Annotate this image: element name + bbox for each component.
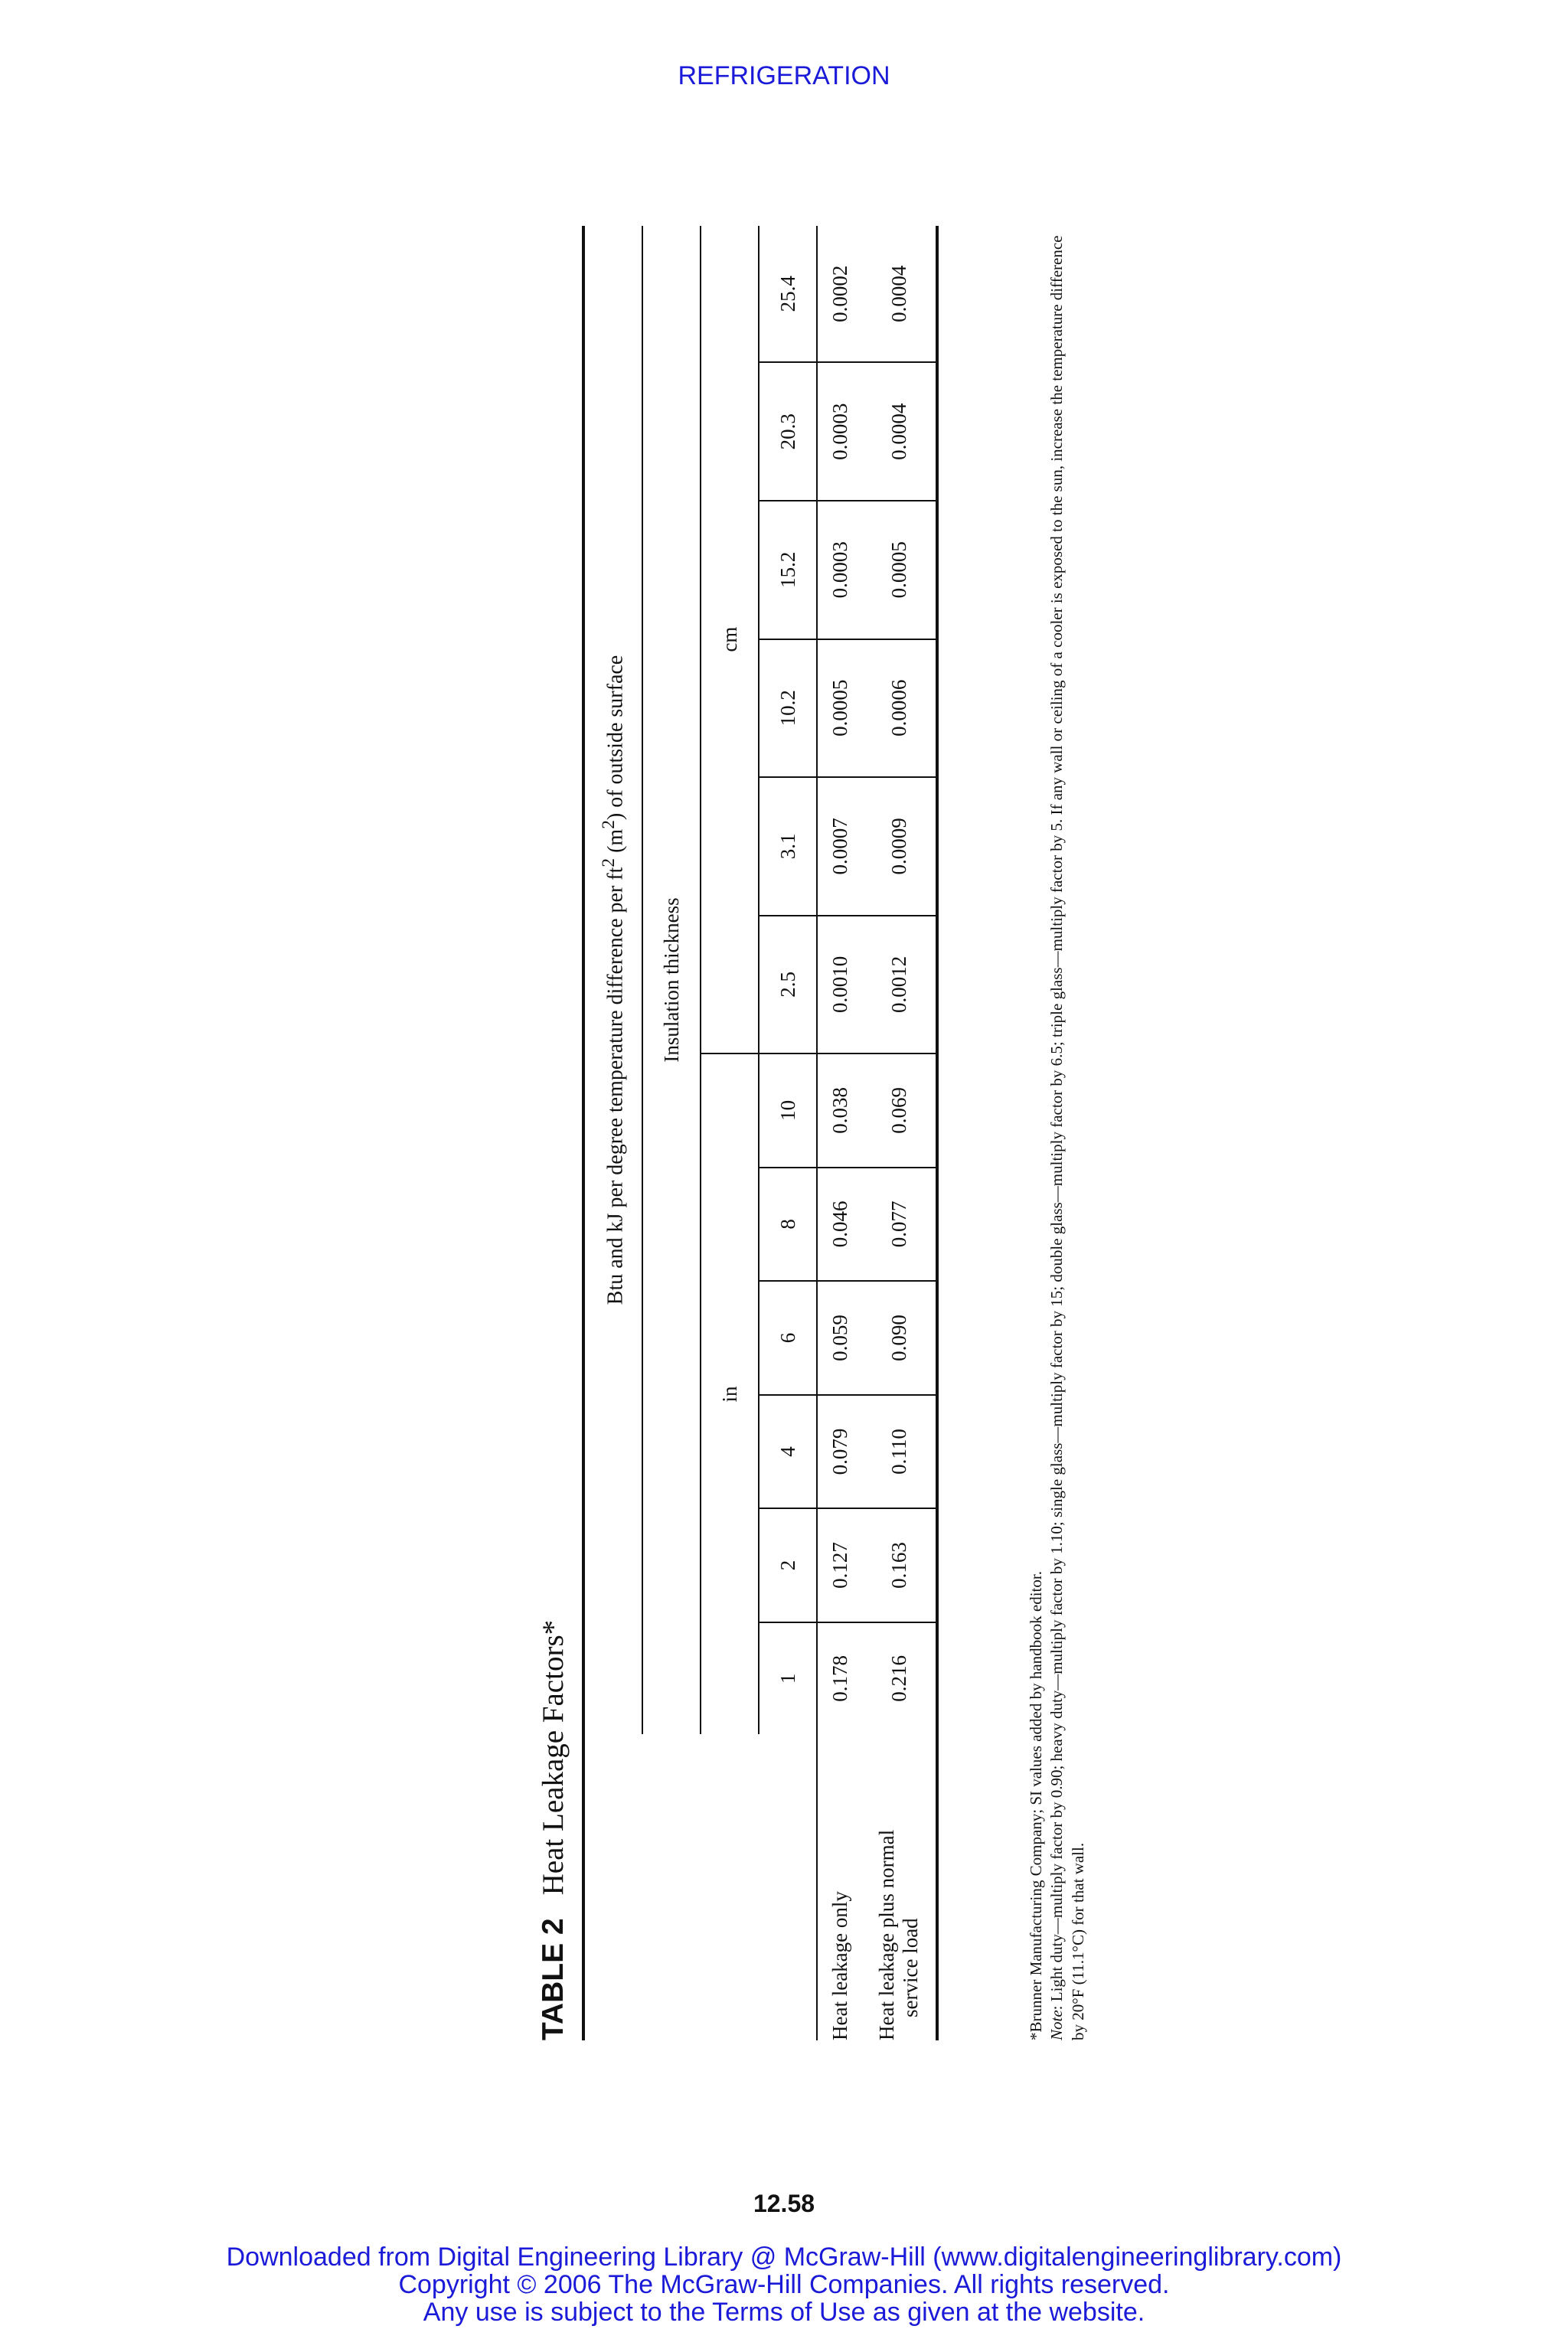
source-footnote: *Brunner Manufacturing Company; SI values added by handbook editor. [1027,1571,1045,2040]
column-header: 25.4 [759,226,817,363]
note-label: Note [1047,2010,1067,2040]
table-cell: 0.0005 [817,639,862,778]
footer-line-terms: Any use is subject to the Terms of Use as given at the website. [423,2298,1145,2327]
rotated-table-block [536,218,1087,2040]
download-footer [0,2243,1568,2326]
table-caption [536,1620,570,2040]
table-cell: 0.077 [862,1168,937,1282]
table-stub-head [583,1734,817,2040]
spanner-insulation-thickness: Insulation thickness [642,226,701,1734]
table-cell: 0.079 [817,1395,862,1509]
row-label-line-1: Heat leakage plus normal [875,1829,898,2040]
table-cell: 0.090 [862,1281,937,1395]
table-cell: 0.059 [817,1281,862,1395]
table-cell: 0.0004 [862,226,937,363]
table-cell: 0.0009 [862,777,937,916]
unit-header-in: in [701,1054,759,1734]
column-header: 6 [759,1281,817,1395]
spanner-main-header: Btu and kJ per degree temperature difference per $ft^2$ $(m^2)$ of outside surface [583,226,642,1734]
column-header: 3.1 [759,777,817,916]
running-head: REFRIGERATION [678,61,890,90]
column-header: 8 [759,1168,817,1282]
table-notes [1026,226,1089,2040]
column-header: 4 [759,1395,817,1509]
column-header: 10 [759,1054,817,1168]
table-row [862,226,937,2040]
page-number: 12.58 [753,2190,815,2217]
table-cell: 0.0006 [862,639,937,778]
table-cell: 0.0003 [817,501,862,639]
table-cell: 0.0010 [817,916,862,1054]
table-cell: 0.0007 [817,777,862,916]
row-label [862,1734,937,2040]
row-label-line-2: service load [899,1918,922,2017]
column-header: 20.3 [759,363,817,501]
footer-line-copyright: Copyright © 2006 The McGraw-Hill Companies. All rights reserved. [398,2270,1170,2299]
usage-note [1047,226,1089,2040]
table-cell: 0.069 [862,1054,937,1168]
table-cell: 0.0002 [817,226,862,363]
column-header: 2.5 [759,916,817,1054]
table-cell: 0.178 [817,1622,862,1734]
table-label: TABLE 2 [537,1918,570,2040]
column-header: 1 [759,1622,817,1734]
table-cell: 0.0012 [862,916,937,1054]
table-row [817,226,862,2040]
column-header: 10.2 [759,639,817,778]
table-cell: 0.216 [862,1622,937,1734]
row-label: Heat leakage only [817,1734,862,2040]
table-title: Heat Leakage Factors* [537,1619,570,1896]
table-cell: 0.163 [862,1508,937,1622]
note-text: : Light duty—multiply factor by 0.90; heavy duty—multiply factor by 1.10; single glass—multiply factor by 15; double glass—multiply factor by 6.5; triple glass—multiply factor by 5. If any wall or ceiling of a cooler is exposed to the sun, increase the temperature difference by 20°F (11.1°C) for that wall. [1047,235,1087,2040]
footer-line-download: Downloaded from Digital Engineering Library @ McGraw-Hill (www.digitalengineeringlibrary.com) [226,2243,1342,2272]
column-header: 15.2 [759,501,817,639]
table-cell: 0.0004 [862,363,937,501]
table-cell: 0.038 [817,1054,862,1168]
unit-header-cm: cm [701,226,759,1054]
table-cell: 0.127 [817,1508,862,1622]
table-cell: 0.110 [862,1395,937,1509]
heat-leakage-table [582,226,939,2040]
table-cell: 0.0003 [817,363,862,501]
column-header: 2 [759,1508,817,1622]
table-cell: 0.046 [817,1168,862,1282]
table-cell: 0.0005 [862,501,937,639]
